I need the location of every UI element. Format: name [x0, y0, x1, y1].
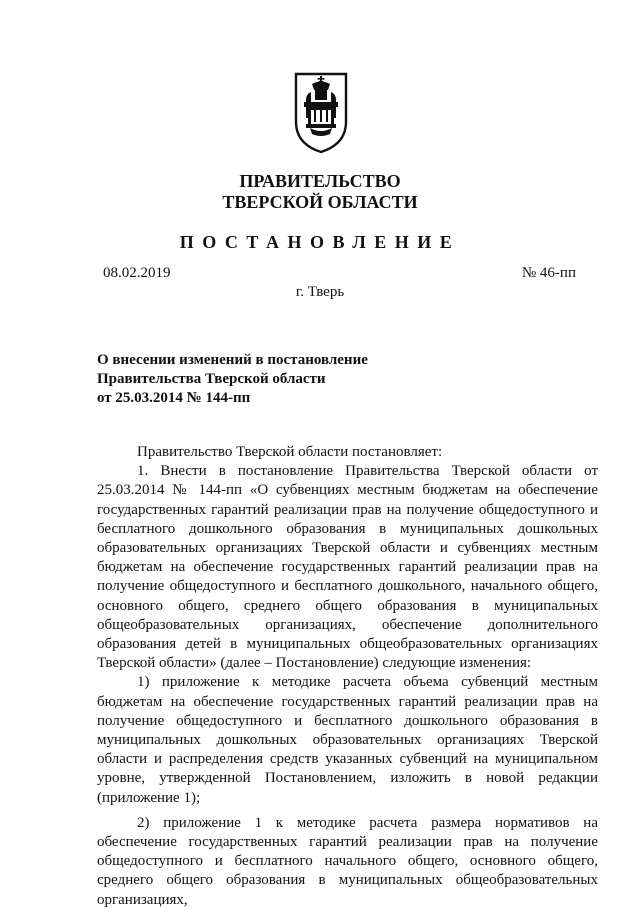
body-paragraph-2: 1) приложение к методике расчета объема субвенций местным бюджетам на обеспечение государственных гарантий реализации прав на получение общедоступного и бесплатного дошкольного образования в муниципальных дошкольных образовательных организациях Тверской области и распределения средств указанных субвенций на муниципальном уровне, утвержденной Постановлением, изложить в новой редакции (приложение 1); [97, 674, 598, 806]
subject-line3: от 25.03.2014 № 144-пп [97, 390, 251, 406]
document-body [97, 443, 598, 910]
document-city: г. Тверь [295, 284, 345, 300]
government-title-line1: ПРАВИТЕЛЬСТВО [239, 171, 401, 191]
document-number: № 46-пп [521, 265, 576, 281]
subject-line2: Правительства Тверской области [97, 371, 326, 387]
body-intro: Правительство Тверской области постановляет: [137, 444, 443, 460]
coat-of-arms-icon [294, 72, 348, 154]
government-title-line2: ТВЕРСКОЙ ОБЛАСТИ [222, 192, 418, 212]
body-paragraph-1: 1. Внести в постановление Правительства Тверской области от 25.03.2014 № 144-пп «О субвенциях местным бюджетам на обеспечение государственных гарантий реализации прав на получение общедоступного и бесплатного дошкольного образования в муниципальных дошкольных образовательных организациях Тверской области и субвенциях местным бюджетам на обеспечение государственных гарантий реализации прав на получение общедоступного и бесплатного дошкольного, начального общего, основного общего, среднего общего образования в муниципальных общеобразовательных организациях, обеспечение дополнительного образования детей в муниципальных общеобразовательных организациях Тверской области» (далее – Постановление) следующие изменения: [97, 463, 598, 672]
document-subject [97, 351, 417, 408]
document-type-title: ПОСТАНОВЛЕНИЕ [179, 232, 461, 252]
document-date: 08.02.2019 [103, 265, 171, 281]
subject-line1: О внесении изменений в постановление [97, 352, 368, 368]
body-paragraph-3: 2) приложение 1 к методике расчета размера нормативов на обеспечение государственных гарантий реализации прав на получение общедоступного и бесплатного начального общего, основного общего, среднего общего образования в муниципальных общеобразовательных организациях, [97, 814, 598, 908]
